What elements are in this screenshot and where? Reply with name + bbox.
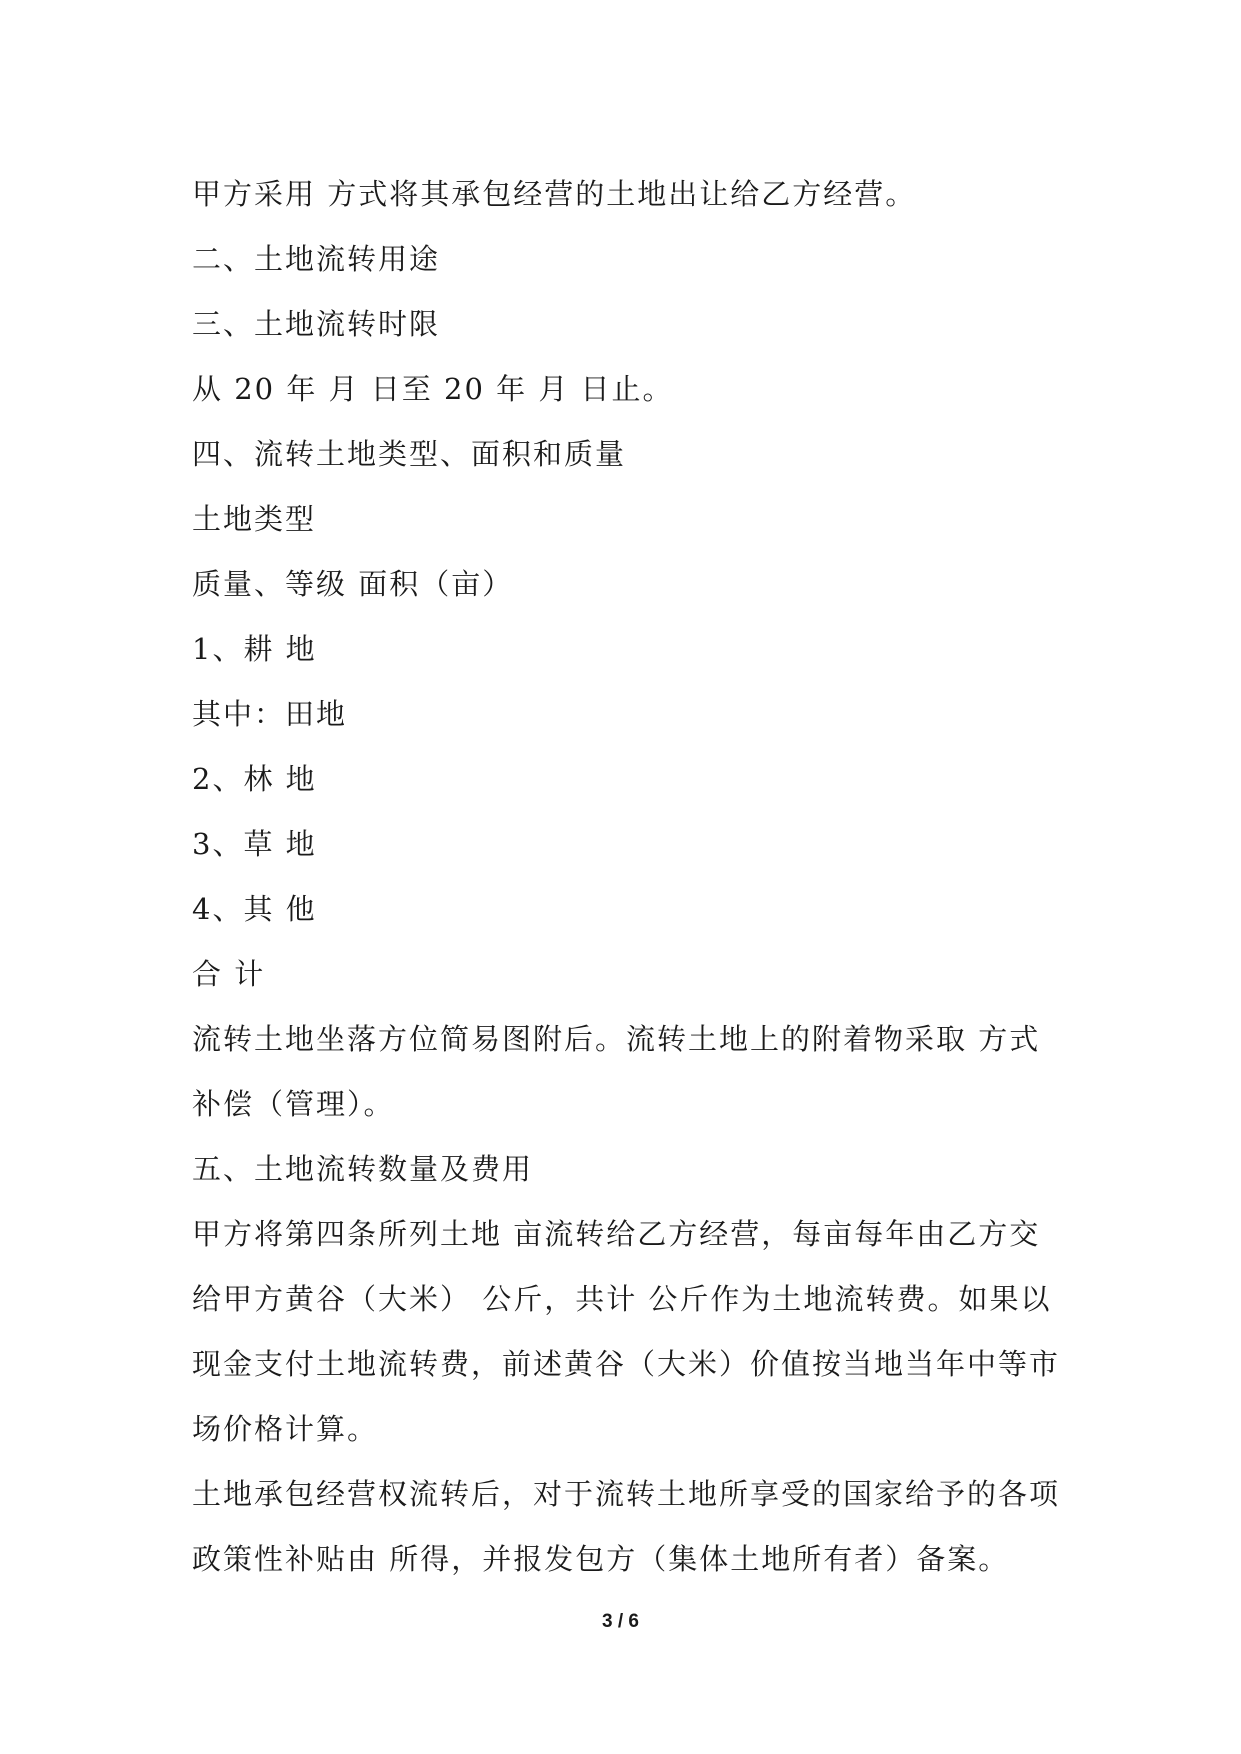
- section-heading: 三、土地流转时限: [192, 307, 441, 341]
- section-heading: 五、土地流转数量及费用: [192, 1152, 534, 1186]
- text-line: 3、草 地: [192, 827, 317, 861]
- paragraph-line: 政策性补贴由 所得，并报发包方（集体土地所有者）备案。: [192, 1542, 1010, 1576]
- paragraph-line: 场价格计算。: [192, 1412, 379, 1446]
- text-line: 质量、等级 面积（亩）: [192, 567, 514, 601]
- paragraph-line: 流转土地坐落方位简易图附后。流转土地上的附着物采取 方式: [192, 1022, 1041, 1056]
- page-number: 3 / 6: [602, 1611, 639, 1632]
- text-line: 合 计: [192, 957, 266, 991]
- text-line: 其中：田地: [192, 697, 348, 731]
- section-heading: 二、土地流转用途: [192, 242, 441, 276]
- text-line: 土地类型: [192, 502, 317, 536]
- paragraph-line: 甲方将第四条所列土地 亩流转给乙方经营，每亩每年由乙方交: [192, 1217, 1041, 1251]
- paragraph-line: 土地承包经营权流转后，对于流转土地所享受的国家给予的各项: [192, 1477, 1061, 1511]
- section-heading: 四、流转土地类型、面积和质量: [192, 437, 627, 471]
- text-line: 甲方采用 方式将其承包经营的土地出让给乙方经营。: [192, 177, 917, 211]
- document-body: [192, 162, 1062, 1592]
- text-line: 2、林 地: [192, 762, 317, 796]
- paragraph-line: 现金支付土地流转费，前述黄谷（大米）价值按当地当年中等市: [192, 1347, 1061, 1381]
- text-line: 从 20 年 月 日至 20 年 月 日止。: [192, 372, 674, 406]
- text-line: 4、其 他: [192, 892, 317, 926]
- paragraph-line: 给甲方黄谷（大米） 公斤，共计 公斤作为土地流转费。如果以: [192, 1282, 1052, 1316]
- paragraph-line: 补偿（管理）。: [192, 1087, 395, 1121]
- text-line: 1、耕 地: [192, 632, 317, 666]
